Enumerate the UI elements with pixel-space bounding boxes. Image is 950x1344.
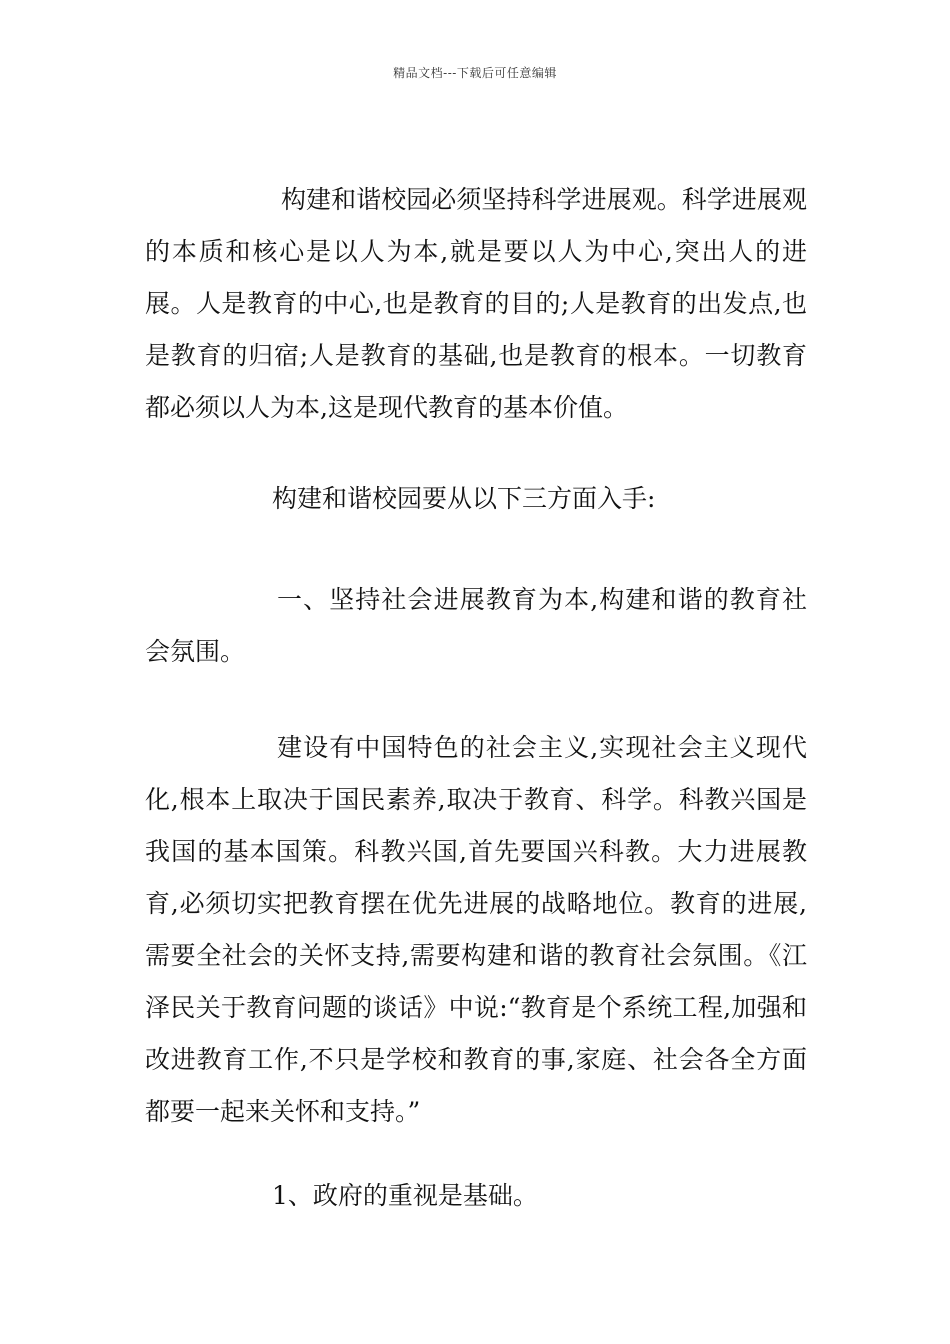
page-header: 精品文档---下载后可任意编辑 [393,66,557,80]
paragraph-three-aspects-heading: 构建和谐校园要从以下三方面入手: [272,484,656,513]
paragraph-section-one-heading: 一、坚持社会进展教育为本,构建和谐的教育社会氛围。 [145,585,807,666]
paragraph-scientific-development: 构建和谐校园必须坚持科学进展观。科学进展观的本质和核心是以人为本,就是要以人为中心,突出人的进展。人是教育的中心,也是教育的目的;人是教育的出发点,也是教育的归宿;人是教育的基础,也是教育的根本。一切教育都必须以人为本,这是现代教育的基本价值。 [145,185,807,422]
paragraph-socialist-education: 建设有中国特色的社会主义,实现社会主义现代化,根本上取决于国民素养,取决于教育、科学。科教兴国是我国的基本国策。科教兴国,首先要国兴科教。大力进展教育,必须切实把教育摆在优先进展的战略地位。教育的进展,需要全社会的关怀支持,需要构建和谐的教育社会氛围。《江泽民关于教育问题的谈话》中说:“教育是个系统工程,加强和改进教育工作,不只是学校和教育的事,家庭、社会各全方面都要一起来关怀和支持。” [145,733,807,1126]
paragraph-government-heading: 1、政府的重视是基础。 [272,1181,538,1210]
